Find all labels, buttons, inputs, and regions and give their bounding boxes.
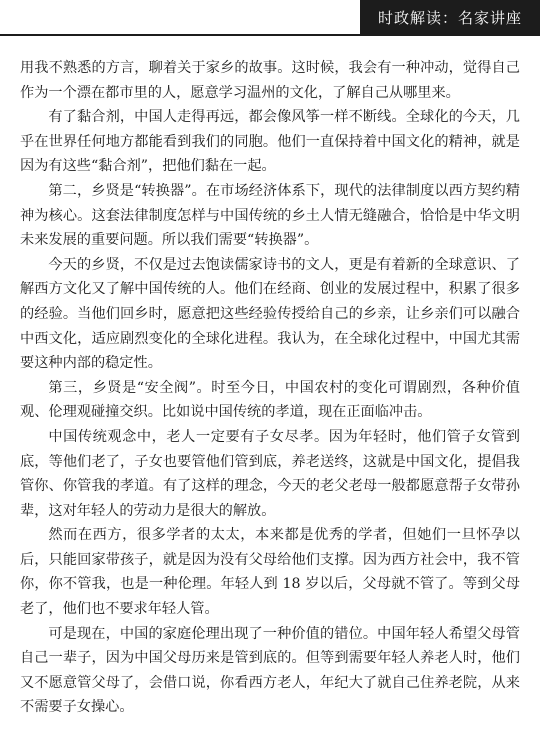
paragraph: 第二，乡贤是“转换器”。在市场经济体系下，现代的法律制度以西方契约精神为核心。这套法律制度怎样与中国传统的乡土人情无缝融合，恰恰是中华文明未来发展的重要问题。所以我们需要“转换器”。 xyxy=(20,182,520,249)
section-header-title: 时政解读：名家讲座 xyxy=(377,8,522,27)
paragraph: 可是现在，中国的家庭伦理出现了一种价值的错位。中国年轻人希望父母管自己一辈子，因为中国父母历来是管到底的。但等到需要年轻人养老人时，他们又不愿意管父母了，会借口说，你看西方老人，年纪大了就自己住养老院，从来不需要子女操心。 xyxy=(20,625,520,716)
header-rule xyxy=(0,34,540,36)
paragraph: 然而在西方，很多学者的太太，本来都是优秀的学者，但她们一旦怀孕以后，只能回家带孩子，就是因为没有父母给他们支撑。因为西方社会中，我不管你，你不管我，也是一种伦理。年轻人到 18 岁以后，父母就不管了。等到父母老了，他们也不要求年轻人管。 xyxy=(20,527,520,618)
section-header xyxy=(360,0,540,34)
paragraph: 今天的乡贤，不仅是过去饱读儒家诗书的文人，更是有着新的全球意识、了解西方文化又了解中国传统的人。他们在经商、创业的发展过程中，积累了很多的经验。当他们回乡时，愿意把这些经验传授给自己的乡亲，让乡亲们可以融合中西文化，适应剧烈变化的全球化进程。我认为，在全球化过程中，中国尤其需要这种内部的稳定性。 xyxy=(20,256,520,372)
paragraph: 用我不熟悉的方言，聊着关于家乡的故事。这时候，我会有一种冲动，觉得自己作为一个漂在都市里的人，愿意学习温州的文化，了解自己从哪里来。 xyxy=(20,60,520,101)
paragraph: 第三，乡贤是“安全阀”。时至今日，中国农村的变化可谓剧烈，各种价值观、伦理观碰撞交织。比如说中国传统的孝道，现在正面临冲击。 xyxy=(20,379,520,421)
article-body xyxy=(20,56,520,720)
paragraph: 中国传统观念中，老人一定要有子女尽孝。因为年轻时，他们管子女管到底，等他们老了，子女也要管他们管到底，养老送终，这就是中国文化，提倡我管你、你管我的孝道。有了这样的理念，今天的老父老母一般都愿意帮子女带孙辈，这对年轻人的劳动力是很大的解放。 xyxy=(20,428,520,519)
paragraph: 有了黏合剂，中国人走得再远，都会像风筝一样不断线。全球化的今天，几乎在世界任何地方都能看到我们的同胞。他们一直保持着中国文化的精神，就是因为有这些“黏合剂”，把他们黏在一起。 xyxy=(20,109,520,175)
